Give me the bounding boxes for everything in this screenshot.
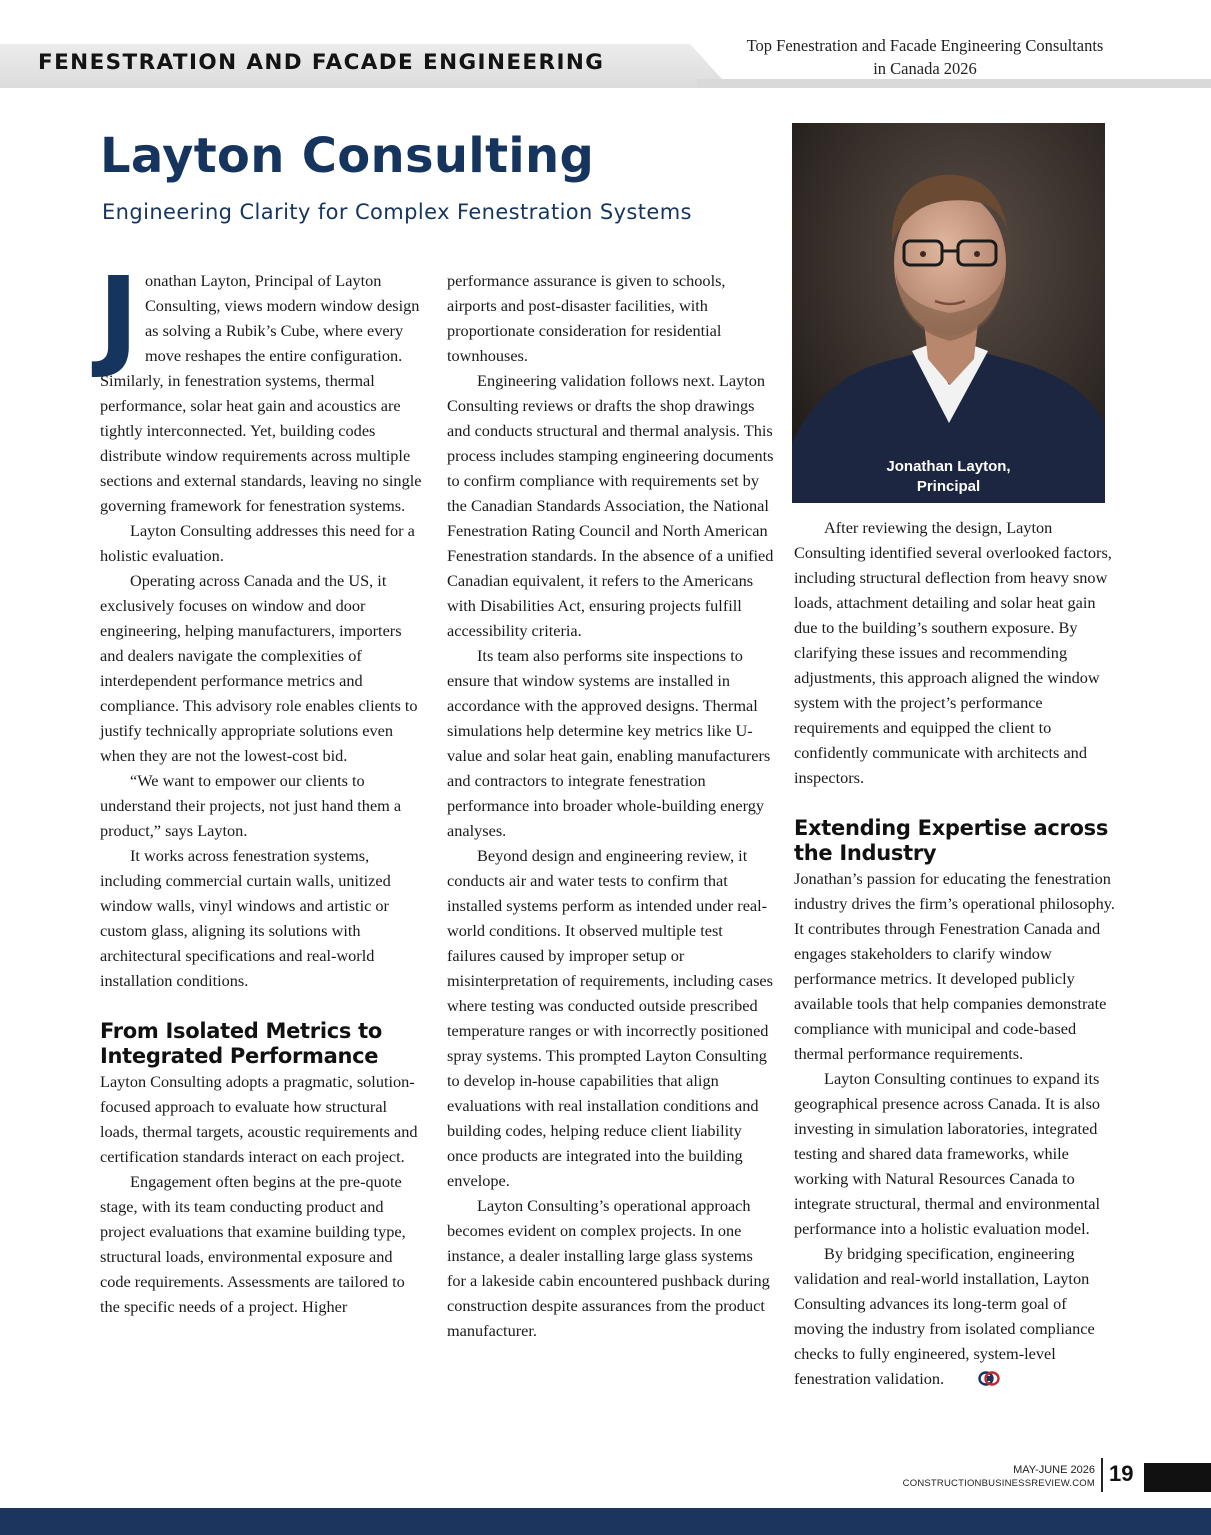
- header-rule: [697, 79, 1211, 88]
- paragraph: Layton Consulting addresses this need for a holistic evaluation.: [100, 521, 415, 565]
- cbr-logo-icon: [948, 1368, 970, 1383]
- site-url: CONSTRUCTIONBUSINESSREVIEW.COM: [902, 1478, 1095, 1489]
- paragraph: After reviewing the design, Layton Consulting identified several overlooked factors, including structural deflection from heavy snow loads, attachment detailing and solar heat gain due to the building’s southern exposure. By clarifying these issues and recommending adjustments, this approach aligned the window system with the project’s performance requirements and equipped the client to confidently communicate with architects and inspectors.: [794, 518, 1112, 787]
- paragraph-text: onathan Layton, Principal of Layton Consulting, views modern window design as solving a Rubik’s Cube, where every move reshapes the entire configuration. Similarly, in fenestration systems, thermal performance, solar heat gain and acoustics are tightly interconnected. Yet, building codes distribute window requirements across multiple sections and external standards, leaving no single governing framework for fenestration systems.: [100, 271, 422, 515]
- photo-caption-name: Jonathan Layton,: [886, 458, 1011, 475]
- paragraph: [794, 1241, 1116, 1391]
- paragraph: Its team also performs site inspections to ensure that window systems are installed in accordance with the approved designs. Thermal simulations help determine key metrics like U-value and solar heat gain, enabling manufacturers and contractors to integrate fenestration performance into broader whole-building energy analyses.: [447, 646, 771, 840]
- section-label: FENESTRATION AND FACADE ENGINEERING: [38, 50, 605, 75]
- footer-tab: [1144, 1463, 1211, 1492]
- subheading-2: [794, 816, 1116, 866]
- subheading-2-line2: the Industry: [794, 841, 937, 865]
- paragraph: Layton Consulting’s operational approach becomes evident on complex projects. In one instance, a dealer installing large glass systems for a lakeside cabin encountered pushback during construction despite assurances from the product manufacturer.: [447, 1196, 770, 1340]
- paragraph: Engagement often begins at the pre-quote stage, with its team conducting product and project evaluations that examine building type, structural loads, environmental exposure and code requirements. Assessments are tailored to the specific needs of a project. Higher: [100, 1172, 406, 1316]
- article-title: Layton Consulting: [100, 128, 595, 184]
- paragraph: [98, 253, 425, 518]
- issue-date: MAY-JUNE 2026: [1013, 1464, 1095, 1476]
- paragraph-text: By bridging specification, engineering validation and real-world installation, Layton Consulting advances its long-term goal of moving the industry from isolated compliance checks to fully engineered, system-level fenestration validation.: [794, 1244, 1095, 1388]
- article-column-2: [447, 268, 775, 1343]
- subheading-1-line2: Integrated Performance: [100, 1044, 379, 1068]
- paragraph: Layton Consulting adopts a pragmatic, solution-focused approach to evaluate how structural loads, thermal targets, acoustic requirements and certification standards interact on each project.: [100, 1072, 418, 1166]
- paragraph: performance assurance is given to schools, airports and post-disaster facilities, with proportionate consideration for residential townhouses.: [447, 271, 726, 365]
- issue-title-line2: in Canada 2026: [873, 59, 977, 78]
- paragraph: Beyond design and engineering review, it conducts air and water tests to confirm that installed systems perform as intended under real-world conditions. It observed multiple test failures caused by improper setup or misinterpretation of requirements, including cases where testing was conducted outside prescribed temperature ranges or with incorrectly positioned spray systems. This prompted Layton Consulting to develop in-house capabilities that align evaluations with real installation conditions and building codes, helping reduce client liability once products are integrated into the building envelope.: [447, 846, 773, 1190]
- article-subtitle: Engineering Clarity for Complex Fenestration Systems: [102, 200, 692, 224]
- issue-title-line1: Top Fenestration and Facade Engineering Consultants: [746, 36, 1104, 55]
- portrait-photo: [792, 123, 1105, 503]
- paragraph: Engineering validation follows next. Layton Consulting reviews or drafts the shop drawings and conducts structural and thermal analysis. This process includes stamping engineering documents to confirm compliance with requirements set by the Canadian Standards Association, the National Fenestration Rating Council and North American Fenestration standards. In the absence of a unified Canadian equivalent, it refers to the Americans with Disabilities Act, ensuring projects fulfill accessibility criteria.: [447, 371, 774, 640]
- portrait-illustration: [792, 123, 1105, 503]
- subheading-1: [100, 1019, 425, 1069]
- paragraph: Layton Consulting continues to expand its geographical presence across Canada. It is also investing in simulation laboratories, integrated testing and shared data frameworks, while working with Natural Resources Canada to integrate structural, thermal and environmental performance into a holistic evaluation model.: [794, 1069, 1101, 1238]
- subheading-1-line1: From Isolated Metrics to: [100, 1019, 382, 1043]
- photo-caption-role: Principal: [916, 478, 981, 495]
- page-number: 19: [1109, 1461, 1134, 1486]
- issue-title: [705, 34, 1145, 80]
- article-column-1: [98, 253, 425, 1319]
- footer-divider: [1101, 1458, 1103, 1492]
- paragraph: It works across fenestration systems, including commercial curtain walls, unitized window walls, vinyl windows and artistic or custom glass, aligning its solutions with architectural specifications and real-world installation conditions.: [100, 846, 391, 990]
- paragraph: “We want to empower our clients to understand their projects, not just hand them a product,” says Layton.: [100, 771, 402, 840]
- paragraph: Operating across Canada and the US, it exclusively focuses on window and door engineering, helping manufacturers, importers and dealers navigate the complexities of interdependent performance metrics and compliance. This advisory role enables clients to justify technically appropriate solutions even when they are not the lowest-cost bid.: [100, 571, 418, 765]
- photo-caption: [792, 457, 1105, 497]
- drop-cap: J: [98, 253, 139, 381]
- footer-bar: [0, 1508, 1211, 1535]
- subheading-2-line1: Extending Expertise across: [794, 816, 1109, 840]
- article-column-3: [794, 515, 1116, 1391]
- paragraph: Jonathan’s passion for educating the fenestration industry drives the firm’s operational philosophy. It contributes through Fenestration Canada and engages stakeholders to clarify window performance metrics. It developed publicly available tools that help companies demonstrate compliance with municipal and code-based thermal performance requirements.: [794, 869, 1115, 1063]
